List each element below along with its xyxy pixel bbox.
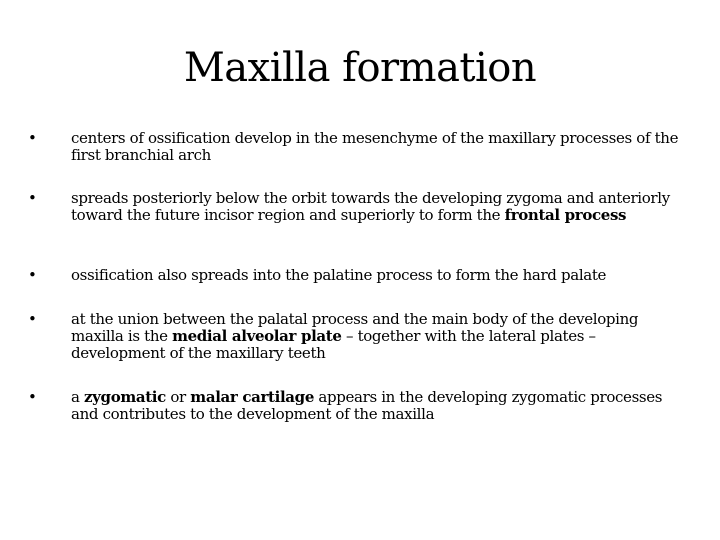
bold-term-frontal-process: frontal process [504,206,627,224]
bullet-text-segment: appears in the developing zygomatic processes and contributes to the development of the maxilla [71,388,663,423]
bullet-item [28,267,688,284]
bullet-icon: • [28,129,37,147]
bullet-text-segment: spreads posteriorly below the orbit towards the developing zygoma and anteriorly toward the future incisor region and superiorly to form the [71,189,670,224]
bullet-item [28,190,688,224]
bullet-icon: • [28,310,37,328]
slide-title: Maxilla formation [183,45,537,91]
bullet-icon: • [28,388,37,406]
bullet-text-segment: a [71,388,85,406]
bullet-text-segment: ossification also spreads into the palatine process to form the hard palate [71,266,607,284]
bullet-text-segment: or [165,388,191,406]
bullet-item [28,130,688,164]
bullet-text-segment: – together with the lateral plates – development of the maxillary teeth [71,327,596,362]
bullet-text-segment: at the union between the palatal process and the main body of the developing maxilla is the [71,310,639,345]
bold-term-zygomatic: zygomatic [84,388,166,406]
bullet-text [71,130,688,164]
bullet-text [71,190,688,224]
bullet-text [71,389,688,423]
bullet-item [28,389,688,423]
bullet-item [28,311,688,362]
bold-term-medial-alveolar-plate: medial alveolar plate [172,327,342,345]
bullet-text [71,311,688,362]
bullet-text [71,267,688,284]
bullet-icon: • [28,266,37,284]
bullet-icon: • [28,189,37,207]
bullet-text-segment: centers of ossification develop in the mesenchyme of the maxillary processes of the first branchial arch [71,129,679,164]
bold-term-malar-cartilage: malar cartilage [190,388,315,406]
